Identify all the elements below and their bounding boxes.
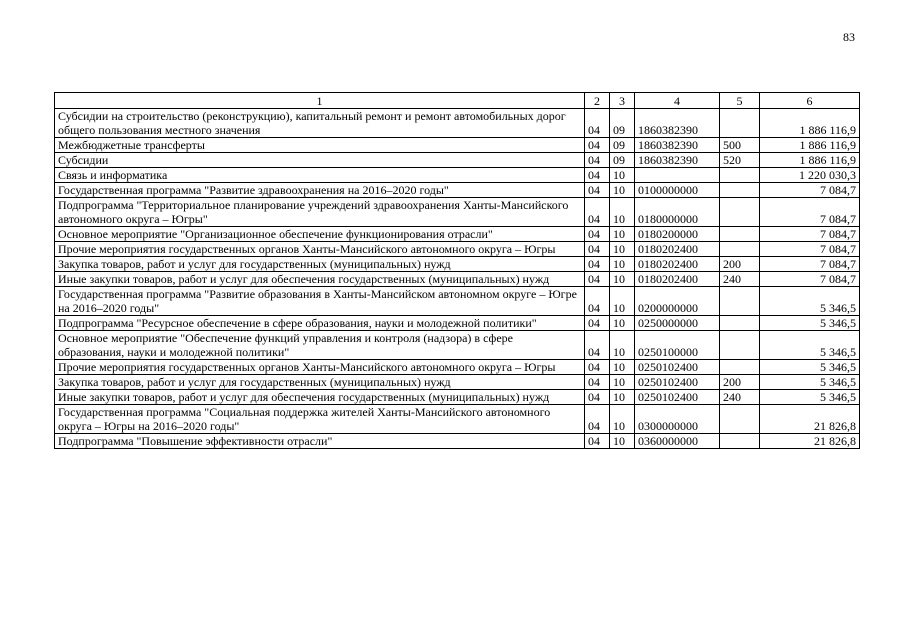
- item-name-cell: Государственная программа "Развитие образования в Ханты-Мансийском автономном округе – Югре на 2016–2020 годы": [55, 287, 585, 316]
- expense-type-cell: 200: [720, 375, 760, 390]
- item-name-cell: Подпрограмма "Ресурсное обеспечение в сфере образования, науки и молодежной политики": [55, 316, 585, 331]
- expense-type-cell: 240: [720, 390, 760, 405]
- expense-type-cell: 520: [720, 153, 760, 168]
- expense-type-cell: [720, 198, 760, 227]
- table-row: [55, 360, 860, 375]
- subsection-code-cell: 10: [610, 316, 635, 331]
- section-code-cell: 04: [585, 109, 610, 138]
- amount-cell: 21 826,8: [760, 434, 860, 449]
- amount-cell: 1 886 116,9: [760, 138, 860, 153]
- table-row: [55, 242, 860, 257]
- section-code-cell: 04: [585, 434, 610, 449]
- section-code-cell: 04: [585, 316, 610, 331]
- table-row: [55, 287, 860, 316]
- table-row: [55, 198, 860, 227]
- item-name-cell: Государственная программа "Социальная поддержка жителей Ханты-Мансийского автономного округа – Югры на 2016–2020 годы": [55, 405, 585, 434]
- budget-table-body: [55, 93, 860, 449]
- amount-cell: 5 346,5: [760, 331, 860, 360]
- section-code-cell: 04: [585, 272, 610, 287]
- table-row: [55, 257, 860, 272]
- page-number: 83: [843, 30, 855, 44]
- amount-cell: 7 084,7: [760, 272, 860, 287]
- expense-type-cell: 200: [720, 257, 760, 272]
- target-article-cell: 0200000000: [635, 287, 720, 316]
- target-article-cell: 0180202400: [635, 272, 720, 287]
- expense-type-cell: [720, 242, 760, 257]
- target-article-cell: 0250100000: [635, 331, 720, 360]
- item-name-cell: Прочие мероприятия государственных органов Ханты-Мансийского автономного округа – Югры: [55, 242, 585, 257]
- subsection-code-cell: 10: [610, 375, 635, 390]
- expense-type-cell: [720, 360, 760, 375]
- target-article-cell: 1860382390: [635, 109, 720, 138]
- expense-type-cell: [720, 316, 760, 331]
- item-name-cell: Прочие мероприятия государственных органов Ханты-Мансийского автономного округа – Югры: [55, 360, 585, 375]
- section-code-cell: 04: [585, 360, 610, 375]
- subsection-code-cell: 09: [610, 153, 635, 168]
- header-col-4: 4: [635, 93, 720, 109]
- subsection-code-cell: 10: [610, 168, 635, 183]
- table-row: [55, 331, 860, 360]
- amount-cell: 5 346,5: [760, 375, 860, 390]
- section-code-cell: 04: [585, 227, 610, 242]
- item-name-cell: Государственная программа "Развитие здравоохранения на 2016–2020 годы": [55, 183, 585, 198]
- amount-cell: 7 084,7: [760, 227, 860, 242]
- subsection-code-cell: 10: [610, 434, 635, 449]
- item-name-cell: Связь и информатика: [55, 168, 585, 183]
- expense-type-cell: 240: [720, 272, 760, 287]
- subsection-code-cell: 10: [610, 242, 635, 257]
- section-code-cell: 04: [585, 257, 610, 272]
- item-name-cell: Основное мероприятие "Обеспечение функций управления и контроля (надзора) в сфере образования, науки и молодежной политики": [55, 331, 585, 360]
- target-article-cell: 0250000000: [635, 316, 720, 331]
- table-row: [55, 183, 860, 198]
- expense-type-cell: [720, 405, 760, 434]
- amount-cell: 1 220 030,3: [760, 168, 860, 183]
- item-name-cell: Подпрограмма "Повышение эффективности отрасли": [55, 434, 585, 449]
- subsection-code-cell: 10: [610, 390, 635, 405]
- amount-cell: 1 886 116,9: [760, 109, 860, 138]
- subsection-code-cell: 10: [610, 272, 635, 287]
- item-name-cell: Иные закупки товаров, работ и услуг для обеспечения государственных (муниципальных) нужд: [55, 390, 585, 405]
- target-article-cell: 0100000000: [635, 183, 720, 198]
- expense-type-cell: [720, 227, 760, 242]
- subsection-code-cell: 09: [610, 138, 635, 153]
- subsection-code-cell: 10: [610, 287, 635, 316]
- section-code-cell: 04: [585, 405, 610, 434]
- amount-cell: 1 886 116,9: [760, 153, 860, 168]
- section-code-cell: 04: [585, 390, 610, 405]
- amount-cell: 5 346,5: [760, 316, 860, 331]
- subsection-code-cell: 10: [610, 405, 635, 434]
- target-article-cell: 0180000000: [635, 198, 720, 227]
- item-name-cell: Межбюджетные трансферты: [55, 138, 585, 153]
- table-row: [55, 153, 860, 168]
- section-code-cell: 04: [585, 168, 610, 183]
- target-article-cell: 0300000000: [635, 405, 720, 434]
- subsection-code-cell: 10: [610, 257, 635, 272]
- expense-type-cell: [720, 331, 760, 360]
- subsection-code-cell: 09: [610, 109, 635, 138]
- item-name-cell: Закупка товаров, работ и услуг для государственных (муниципальных) нужд: [55, 375, 585, 390]
- amount-cell: 7 084,7: [760, 257, 860, 272]
- expense-type-cell: [720, 287, 760, 316]
- target-article-cell: 1860382390: [635, 138, 720, 153]
- subsection-code-cell: 10: [610, 198, 635, 227]
- target-article-cell: 1860382390: [635, 153, 720, 168]
- expense-type-cell: [720, 109, 760, 138]
- header-col-3: 3: [610, 93, 635, 109]
- table-row: [55, 405, 860, 434]
- subsection-code-cell: 10: [610, 331, 635, 360]
- section-code-cell: 04: [585, 153, 610, 168]
- header-col-5: 5: [720, 93, 760, 109]
- section-code-cell: 04: [585, 183, 610, 198]
- section-code-cell: 04: [585, 198, 610, 227]
- amount-cell: 7 084,7: [760, 198, 860, 227]
- target-article-cell: 0360000000: [635, 434, 720, 449]
- expense-type-cell: [720, 434, 760, 449]
- item-name-cell: Иные закупки товаров, работ и услуг для обеспечения государственных (муниципальных) нужд: [55, 272, 585, 287]
- expense-type-cell: [720, 183, 760, 198]
- target-article-cell: 0250102400: [635, 390, 720, 405]
- amount-cell: 5 346,5: [760, 360, 860, 375]
- table-row: [55, 434, 860, 449]
- expense-type-cell: [720, 168, 760, 183]
- target-article-cell: 0180200000: [635, 227, 720, 242]
- table-row: [55, 272, 860, 287]
- target-article-cell: 0250102400: [635, 375, 720, 390]
- subsection-code-cell: 10: [610, 360, 635, 375]
- item-name-cell: Подпрограмма "Территориальное планирование учреждений здравоохранения Ханты-Мансийского автономного округа – Югры": [55, 198, 585, 227]
- item-name-cell: Основное мероприятие "Организационное обеспечение функционирования отрасли": [55, 227, 585, 242]
- section-code-cell: 04: [585, 331, 610, 360]
- target-article-cell: 0250102400: [635, 360, 720, 375]
- amount-cell: 21 826,8: [760, 405, 860, 434]
- target-article-cell: 0180202400: [635, 257, 720, 272]
- section-code-cell: 04: [585, 287, 610, 316]
- header-col-1: 1: [55, 93, 585, 109]
- header-col-6: 6: [760, 93, 860, 109]
- section-code-cell: 04: [585, 375, 610, 390]
- expense-type-cell: 500: [720, 138, 760, 153]
- item-name-cell: Субсидии: [55, 153, 585, 168]
- amount-cell: 5 346,5: [760, 287, 860, 316]
- table-row: [55, 316, 860, 331]
- subsection-code-cell: 10: [610, 227, 635, 242]
- item-name-cell: Субсидии на строительство (реконструкцию), капитальный ремонт и ремонт автомобильных дорог общего пользования местного значения: [55, 109, 585, 138]
- table-row: [55, 168, 860, 183]
- header-col-2: 2: [585, 93, 610, 109]
- subsection-code-cell: 10: [610, 183, 635, 198]
- table-header-row: [55, 93, 860, 109]
- table-row: [55, 390, 860, 405]
- table-row: [55, 138, 860, 153]
- target-article-cell: [635, 168, 720, 183]
- table-row: [55, 109, 860, 138]
- table-row: [55, 227, 860, 242]
- amount-cell: 7 084,7: [760, 242, 860, 257]
- target-article-cell: 0180202400: [635, 242, 720, 257]
- budget-table: [54, 92, 860, 449]
- item-name-cell: Закупка товаров, работ и услуг для государственных (муниципальных) нужд: [55, 257, 585, 272]
- table-row: [55, 375, 860, 390]
- amount-cell: 5 346,5: [760, 390, 860, 405]
- section-code-cell: 04: [585, 138, 610, 153]
- amount-cell: 7 084,7: [760, 183, 860, 198]
- section-code-cell: 04: [585, 242, 610, 257]
